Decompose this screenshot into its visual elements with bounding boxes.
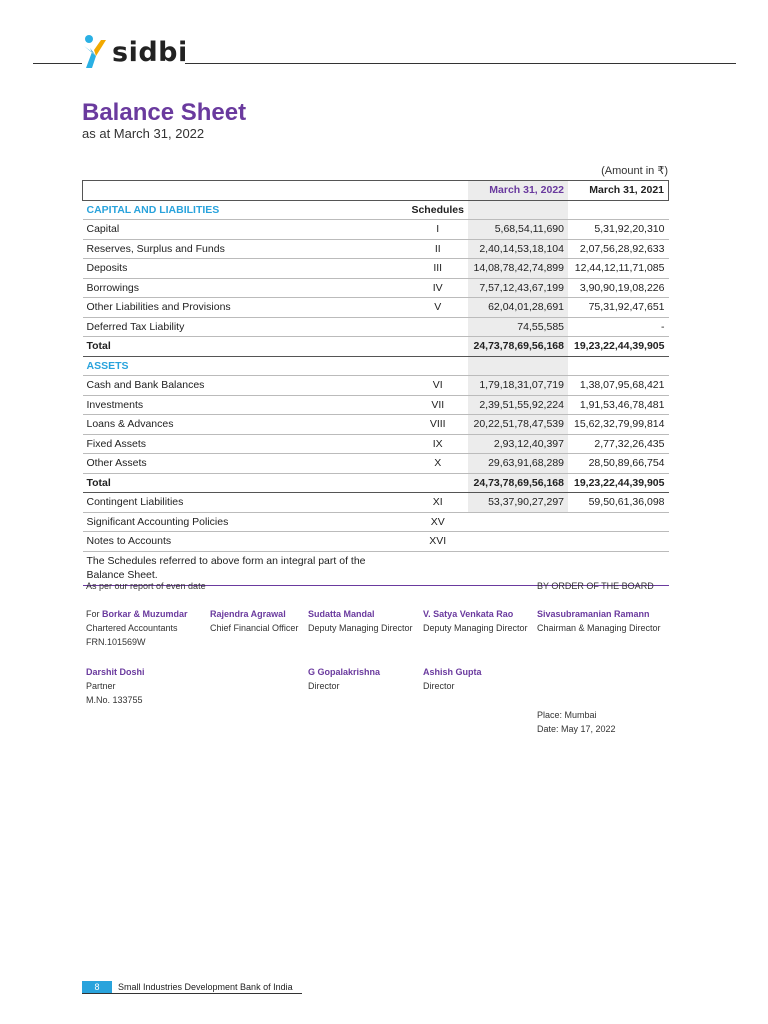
signatory-dmd-1: Sudatta Mandal Deputy Managing Director <box>308 609 413 633</box>
cell-label: Fixed Assets <box>83 434 408 454</box>
signatory-dmd-2: V. Satya Venkata Rao Deputy Managing Director <box>423 609 528 633</box>
note-row <box>83 512 669 532</box>
footer-rule <box>82 993 302 994</box>
cell-sched: IX <box>407 434 468 454</box>
cell-cur: 2,93,12,40,397 <box>468 434 568 454</box>
sidbi-logo <box>82 34 188 70</box>
cell-prev <box>568 512 669 532</box>
liabilities-total-row <box>83 337 669 357</box>
auditor-frn: FRN.101569W <box>86 637 146 647</box>
liability-row <box>83 298 669 318</box>
header-current-year: March 31, 2022 <box>468 181 568 201</box>
page-number: 8 <box>82 981 112 994</box>
section-label: ASSETS <box>83 356 408 376</box>
report-note: As per our report of even date <box>86 581 206 591</box>
cell-label: Borrowings <box>83 278 408 298</box>
cell-label: Reserves, Surplus and Funds <box>83 239 408 259</box>
note-row <box>83 532 669 552</box>
cell-prev: 59,50,61,36,098 <box>568 493 669 513</box>
sidbi-logo-icon <box>82 34 108 70</box>
cell-label: Significant Accounting Policies <box>83 512 408 532</box>
cell-cur <box>468 532 568 552</box>
auditor-block: For Borkar & Muzumdar Chartered Accountants FRN.101569W <box>86 609 188 647</box>
total-current: 24,73,78,69,56,168 <box>468 337 568 357</box>
signatory-cfo: Rajendra Agrawal Chief Financial Officer <box>210 609 299 633</box>
header-blank-sched-cell <box>407 181 468 201</box>
cell-cur: 62,04,01,28,691 <box>468 298 568 318</box>
auditor-name: Borkar & Muzumdar <box>102 609 188 619</box>
cell-cur: 74,55,585 <box>468 317 568 337</box>
cell-label: Other Assets <box>83 454 408 474</box>
logo-wordmark: sidbi <box>112 36 188 68</box>
header-previous-year: March 31, 2021 <box>568 181 669 201</box>
asset-row <box>83 434 669 454</box>
asset-row <box>83 415 669 435</box>
place-date <box>537 708 616 736</box>
liability-row <box>83 259 669 279</box>
cell-prev: 1,91,53,46,78,481 <box>568 395 669 415</box>
cell-prev: 3,90,90,19,08,226 <box>568 278 669 298</box>
header-rule-right <box>185 63 736 64</box>
cell-prev: - <box>568 317 669 337</box>
header-blank-cell <box>83 181 408 201</box>
liability-row <box>83 239 669 259</box>
total-label: Total <box>83 337 408 357</box>
page-subtitle: as at March 31, 2022 <box>82 126 205 141</box>
cell-cur <box>468 512 568 532</box>
date: Date: May 17, 2022 <box>537 724 616 734</box>
cell-label: Deferred Tax Liability <box>83 317 408 337</box>
amount-unit-note: (Amount in ₹) <box>601 165 668 177</box>
table-header-row <box>83 181 669 201</box>
cell-sched <box>407 317 468 337</box>
section-label: CAPITAL AND LIABILITIES <box>83 200 408 220</box>
cell-cur: 53,37,90,27,297 <box>468 493 568 513</box>
cell-prev <box>568 532 669 552</box>
total-current: 24,73,78,69,56,168 <box>468 473 568 493</box>
signatory-partner: Darshit Doshi Partner M.No. 133755 <box>86 667 145 705</box>
auditor-role: Chartered Accountants <box>86 623 178 633</box>
cell-sched: X <box>407 454 468 474</box>
cell-sched: IV <box>407 278 468 298</box>
schedules-header: Schedules <box>407 200 468 220</box>
cell-prev: 2,77,32,26,435 <box>568 434 669 454</box>
asset-row <box>83 395 669 415</box>
total-label: Total <box>83 473 408 493</box>
cell-label: Investments <box>83 395 408 415</box>
cell-sched: II <box>407 239 468 259</box>
board-note: BY ORDER OF THE BOARD <box>537 581 654 591</box>
asset-row <box>83 376 669 396</box>
note-row <box>83 493 669 513</box>
schedules-note: The Schedules referred to above form an integral part of the Balance Sheet. <box>83 551 669 585</box>
cell-label: Cash and Bank Balances <box>83 376 408 396</box>
cell-cur: 5,68,54,11,690 <box>468 220 568 240</box>
liabilities-body <box>83 220 669 337</box>
signatory-chairman: Sivasubramanian Ramann Chairman & Managing Director <box>537 609 661 633</box>
cell-sched: III <box>407 259 468 279</box>
section-assets <box>83 356 669 376</box>
balance-sheet-table <box>82 180 669 586</box>
cell-prev: 12,44,12,11,71,085 <box>568 259 669 279</box>
assets-total-row <box>83 473 669 493</box>
cell-sched: V <box>407 298 468 318</box>
page-title: Balance Sheet <box>82 99 247 126</box>
cell-label: Loans & Advances <box>83 415 408 435</box>
liability-row <box>83 317 669 337</box>
cell-cur: 29,63,91,68,289 <box>468 454 568 474</box>
signatory-director-1: G Gopalakrishna Director <box>308 667 381 691</box>
asset-row <box>83 454 669 474</box>
cell-cur: 20,22,51,78,47,539 <box>468 415 568 435</box>
cell-sched: VII <box>407 395 468 415</box>
signatory-director-2: Ashish Gupta Director <box>423 667 482 691</box>
cell-prev: 2,07,56,28,92,633 <box>568 239 669 259</box>
liability-row <box>83 220 669 240</box>
cell-prev: 28,50,89,66,754 <box>568 454 669 474</box>
cell-label: Notes to Accounts <box>83 532 408 552</box>
cell-sched: XV <box>407 512 468 532</box>
header-rule-left <box>33 63 82 64</box>
assets-body <box>83 376 669 474</box>
cell-cur: 14,08,78,42,74,899 <box>468 259 568 279</box>
footer-org-name: Small Industries Development Bank of India <box>118 982 293 992</box>
cell-prev: 75,31,92,47,651 <box>568 298 669 318</box>
total-previous: 19,23,22,44,39,905 <box>568 337 669 357</box>
total-previous: 19,23,22,44,39,905 <box>568 473 669 493</box>
cell-cur: 2,39,51,55,92,224 <box>468 395 568 415</box>
cell-label: Capital <box>83 220 408 240</box>
cell-sched: VI <box>407 376 468 396</box>
notes-body <box>83 493 669 552</box>
cell-prev: 15,62,32,79,99,814 <box>568 415 669 435</box>
cell-sched: XVI <box>407 532 468 552</box>
cell-prev: 1,38,07,95,68,421 <box>568 376 669 396</box>
cell-cur: 7,57,12,43,67,199 <box>468 278 568 298</box>
cell-cur: 2,40,14,53,18,104 <box>468 239 568 259</box>
cell-label: Other Liabilities and Provisions <box>83 298 408 318</box>
cell-label: Deposits <box>83 259 408 279</box>
cell-sched: I <box>407 220 468 240</box>
cell-label: Contingent Liabilities <box>83 493 408 513</box>
cell-cur: 1,79,18,31,07,719 <box>468 376 568 396</box>
section-capital-liabilities <box>83 200 669 220</box>
cell-sched: XI <box>407 493 468 513</box>
cell-prev: 5,31,92,20,310 <box>568 220 669 240</box>
liability-row <box>83 278 669 298</box>
cell-sched: VIII <box>407 415 468 435</box>
place: Place: Mumbai <box>537 710 597 720</box>
